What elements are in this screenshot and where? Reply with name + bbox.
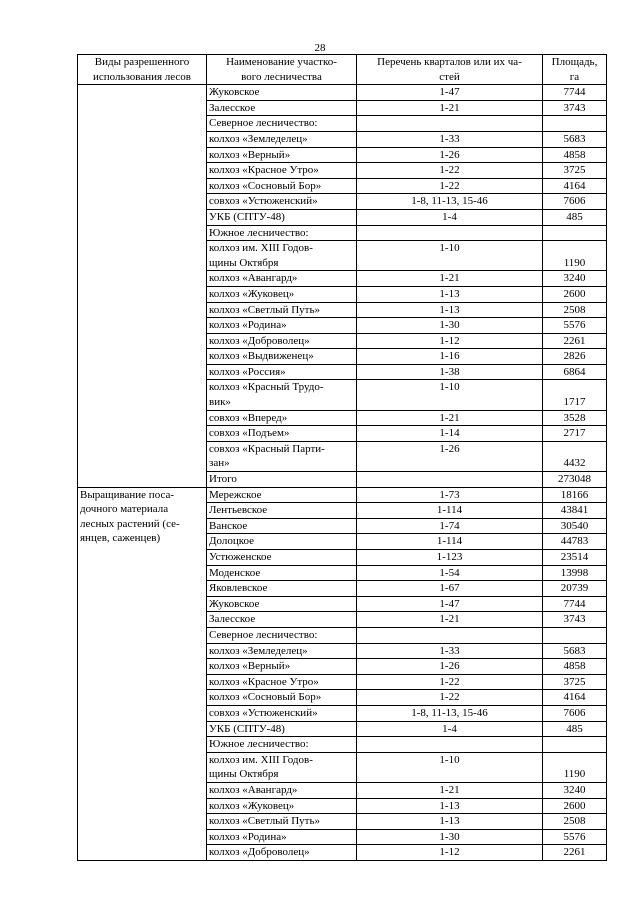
quarters-cell: 1-21	[357, 271, 543, 287]
forestry-name: Моденское	[209, 566, 261, 579]
forestry-name-cell	[207, 503, 357, 519]
area-cell: 4164	[543, 690, 607, 706]
quarters-cell: 1-47	[357, 596, 543, 612]
forestry-name-cell	[207, 798, 357, 814]
forestry-name-cell	[207, 845, 357, 861]
forestry-name-cell	[207, 659, 357, 675]
forestry-name: колхоз им. XIII Годов-	[209, 753, 313, 766]
area-cell: 3743	[543, 612, 607, 628]
area-cell: 7606	[543, 194, 607, 210]
forestry-name: Северное лесничество:	[209, 117, 318, 130]
area-cell: 1190	[543, 752, 607, 782]
quarters-cell	[357, 737, 543, 753]
forestry-name-cell	[207, 627, 357, 643]
forestry-name-cell	[207, 349, 357, 365]
area-cell: 1717	[543, 380, 607, 410]
forestry-name-cell	[207, 737, 357, 753]
quarters-cell	[357, 116, 543, 132]
quarters-cell: 1-12	[357, 333, 543, 349]
forestry-name: щины Октября	[209, 768, 279, 781]
forestry-name: колхоз «Земледелец»	[209, 644, 308, 657]
table-row	[78, 85, 607, 101]
quarters-cell: 1-38	[357, 364, 543, 380]
quarters-cell: 1-114	[357, 503, 543, 519]
forestry-name-cell	[207, 116, 357, 132]
forestry-name: колхоз «Родина»	[209, 319, 287, 332]
forestry-name: УКБ (СПТУ-48)	[209, 722, 285, 735]
area-cell: 7744	[543, 596, 607, 612]
forest-use-table	[77, 54, 607, 861]
area-cell: 2826	[543, 349, 607, 365]
forestry-name: колхоз «Верный»	[209, 148, 291, 161]
forestry-name: Южное лесничество:	[209, 226, 309, 239]
quarters-cell: 1-13	[357, 302, 543, 318]
forestry-name: Жуковское	[209, 597, 260, 610]
forestry-name-cell	[207, 318, 357, 334]
forestry-name-cell	[207, 829, 357, 845]
forestry-name-cell	[207, 518, 357, 534]
quarters-cell: 1-26	[357, 147, 543, 163]
area-cell: 2508	[543, 814, 607, 830]
forestry-name: колхоз «Выдвиженец»	[209, 350, 314, 363]
area-cell: 30540	[543, 518, 607, 534]
forestry-name: колхоз «Жуковец»	[209, 287, 295, 300]
quarters-cell: 1-10	[357, 752, 543, 782]
forestry-name: Южное лесничество:	[209, 738, 309, 751]
quarters-cell	[357, 225, 543, 241]
use-type-line: дочного материала	[80, 503, 169, 516]
header-quarters-line: Перечень кварталов или их ча-	[377, 56, 522, 68]
quarters-cell: 1-10	[357, 241, 543, 271]
header-quarters	[357, 55, 543, 85]
quarters-cell: 1-14	[357, 426, 543, 442]
forestry-name: колхоз «Сосновый Бор»	[209, 179, 322, 192]
area-cell: 5683	[543, 131, 607, 147]
area-cell	[543, 225, 607, 241]
forestry-name-cell	[207, 472, 357, 488]
header-use-type	[78, 55, 207, 85]
area-cell: 7606	[543, 705, 607, 721]
forestry-name: Северное лесничество:	[209, 628, 318, 641]
header-area-line: Площадь,	[551, 56, 598, 68]
quarters-cell: 1-8, 11-13, 15-46	[357, 705, 543, 721]
page-number: 28	[314, 42, 326, 54]
quarters-cell: 1-26	[357, 441, 543, 471]
quarters-cell: 1-22	[357, 674, 543, 690]
quarters-cell: 1-47	[357, 85, 543, 101]
area-cell: 3743	[543, 100, 607, 116]
quarters-cell: 1-13	[357, 814, 543, 830]
quarters-cell	[357, 627, 543, 643]
quarters-cell: 1-13	[357, 286, 543, 302]
area-cell: 2261	[543, 845, 607, 861]
quarters-cell: 1-74	[357, 518, 543, 534]
area-cell: 2261	[543, 333, 607, 349]
area-cell: 6864	[543, 364, 607, 380]
forestry-name-cell	[207, 131, 357, 147]
forestry-name: совхоз «Устюженский»	[209, 195, 318, 208]
forestry-name-cell	[207, 565, 357, 581]
forestry-name-cell	[207, 147, 357, 163]
forestry-name-cell	[207, 178, 357, 194]
quarters-cell: 1-33	[357, 131, 543, 147]
forestry-name-cell	[207, 705, 357, 721]
forestry-name-cell	[207, 534, 357, 550]
forestry-name-cell	[207, 364, 357, 380]
forestry-name: колхоз «Красное Утро»	[209, 675, 319, 688]
forestry-name: совхоз «Вперед»	[209, 411, 288, 424]
area-cell: 273048	[543, 472, 607, 488]
header-forestry-name-line: Наименование участко-	[226, 56, 337, 68]
forestry-name-cell	[207, 286, 357, 302]
area-cell: 5683	[543, 643, 607, 659]
area-cell: 2600	[543, 798, 607, 814]
quarters-cell: 1-54	[357, 565, 543, 581]
header-row	[78, 55, 607, 85]
forestry-name: Жуковское	[209, 86, 260, 99]
area-cell: 4858	[543, 659, 607, 675]
forestry-name: совхоз «Подъем»	[209, 427, 290, 440]
forestry-name: колхоз «Авангард»	[209, 272, 298, 285]
forestry-name: колхоз «Доброволец»	[209, 846, 310, 859]
quarters-cell: 1-73	[357, 487, 543, 503]
forestry-name: колхоз «Сосновый Бор»	[209, 691, 322, 704]
area-cell: 1190	[543, 241, 607, 271]
forestry-name-cell	[207, 721, 357, 737]
quarters-cell: 1-21	[357, 782, 543, 798]
forestry-name: Яковлевское	[209, 582, 268, 595]
quarters-cell: 1-13	[357, 798, 543, 814]
area-cell: 13998	[543, 565, 607, 581]
quarters-cell: 1-16	[357, 349, 543, 365]
quarters-cell: 1-33	[357, 643, 543, 659]
quarters-cell: 1-4	[357, 721, 543, 737]
quarters-cell: 1-8, 11-13, 15-46	[357, 194, 543, 210]
header-use-type-line: использования лесов	[92, 70, 192, 83]
forestry-name: УКБ (СПТУ-48)	[209, 210, 285, 223]
forestry-name-cell	[207, 410, 357, 426]
forestry-name: колхоз «Красный Трудо-	[209, 381, 324, 394]
area-cell: 3240	[543, 271, 607, 287]
forestry-name-cell	[207, 612, 357, 628]
area-cell: 4432	[543, 441, 607, 471]
forestry-name: Ванское	[209, 519, 248, 532]
forestry-name-cell	[207, 194, 357, 210]
forestry-name: Долоцкое	[209, 535, 255, 548]
area-cell: 2600	[543, 286, 607, 302]
area-cell: 4858	[543, 147, 607, 163]
table-body	[78, 85, 607, 861]
area-cell: 5576	[543, 829, 607, 845]
forestry-name: зан»	[209, 457, 230, 470]
forestry-name-cell	[207, 209, 357, 225]
forestry-name: колхоз «Доброволец»	[209, 334, 310, 347]
use-type-line: янцев, саженцев)	[80, 532, 161, 545]
forestry-name-cell	[207, 441, 357, 471]
forestry-name: Залесское	[209, 613, 256, 626]
header-quarters-line: стей	[439, 70, 460, 83]
quarters-cell: 1-114	[357, 534, 543, 550]
area-cell: 3240	[543, 782, 607, 798]
forestry-name-cell	[207, 241, 357, 271]
area-cell	[543, 627, 607, 643]
forestry-name-cell	[207, 581, 357, 597]
forestry-name: совхоз «Красный Парти-	[209, 442, 325, 455]
area-cell: 485	[543, 209, 607, 225]
forestry-name: колхоз «Жуковец»	[209, 799, 295, 812]
header-forestry-name	[207, 55, 357, 85]
area-cell: 3725	[543, 674, 607, 690]
quarters-cell: 1-21	[357, 410, 543, 426]
forestry-name: колхоз «Светлый Путь»	[209, 815, 320, 828]
forestry-name-cell	[207, 752, 357, 782]
quarters-cell: 1-10	[357, 380, 543, 410]
forestry-name-cell	[207, 643, 357, 659]
forestry-name: колхоз «Светлый Путь»	[209, 303, 320, 316]
forestry-name: колхоз «Россия»	[209, 365, 286, 378]
forestry-name: колхоз «Красное Утро»	[209, 164, 319, 177]
forestry-name-cell	[207, 225, 357, 241]
forestry-name-cell	[207, 163, 357, 179]
quarters-cell: 1-21	[357, 100, 543, 116]
forestry-name-cell	[207, 333, 357, 349]
area-cell: 5576	[543, 318, 607, 334]
forestry-name-cell	[207, 302, 357, 318]
forestry-name: Итого	[209, 473, 237, 486]
area-cell: 44783	[543, 534, 607, 550]
header-area-line: га	[569, 70, 580, 83]
forestry-name-cell	[207, 550, 357, 566]
forestry-name: Лентьевское	[209, 504, 268, 517]
forestry-name-cell	[207, 487, 357, 503]
quarters-cell: 1-22	[357, 163, 543, 179]
forestry-name-cell	[207, 690, 357, 706]
area-cell: 20739	[543, 581, 607, 597]
area-cell	[543, 737, 607, 753]
forestry-name: щины Октября	[209, 256, 279, 269]
forestry-name: Устюженское	[209, 551, 272, 563]
forestry-name: колхоз «Верный»	[209, 660, 291, 673]
forestry-name-cell	[207, 380, 357, 410]
forestry-name-cell	[207, 596, 357, 612]
quarters-cell: 1-30	[357, 829, 543, 845]
header-forestry-name-line: вого лесничества	[241, 70, 322, 83]
quarters-cell: 1-123	[357, 550, 543, 566]
forestry-name: колхоз им. XIII Годов-	[209, 242, 313, 255]
forestry-name: Мережское	[209, 488, 262, 501]
header-area	[543, 55, 607, 85]
area-cell: 3725	[543, 163, 607, 179]
quarters-cell: 1-22	[357, 690, 543, 706]
forestry-name-cell	[207, 100, 357, 116]
area-cell: 7744	[543, 85, 607, 101]
forestry-name: колхоз «Земледелец»	[209, 132, 308, 145]
header-use-type-line: Виды разрешенного	[94, 56, 190, 68]
quarters-cell: 1-21	[357, 612, 543, 628]
forestry-name: Залесское	[209, 101, 256, 114]
forestry-name-cell	[207, 271, 357, 287]
forestry-name: совхоз «Устюженский»	[209, 706, 318, 719]
area-cell: 3528	[543, 410, 607, 426]
forestry-name-cell	[207, 674, 357, 690]
use-type-cell	[78, 85, 207, 487]
quarters-cell: 1-67	[357, 581, 543, 597]
area-cell: 2717	[543, 426, 607, 442]
quarters-cell: 1-4	[357, 209, 543, 225]
area-cell: 18166	[543, 487, 607, 503]
forestry-name: вик»	[209, 396, 231, 409]
forestry-name: колхоз «Авангард»	[209, 783, 298, 796]
area-cell: 2508	[543, 302, 607, 318]
area-cell: 4164	[543, 178, 607, 194]
quarters-cell	[357, 472, 543, 488]
quarters-cell: 1-26	[357, 659, 543, 675]
area-cell: 23514	[543, 550, 607, 566]
forestry-name-cell	[207, 814, 357, 830]
forestry-name-cell	[207, 782, 357, 798]
forestry-name: колхоз «Родина»	[209, 830, 287, 843]
table-row	[78, 487, 607, 503]
quarters-cell: 1-22	[357, 178, 543, 194]
quarters-cell: 1-30	[357, 318, 543, 334]
area-cell: 485	[543, 721, 607, 737]
use-type-cell	[78, 487, 207, 860]
use-type-line: лесных растений (се-	[80, 517, 180, 530]
quarters-cell: 1-12	[357, 845, 543, 861]
use-type-line: Выращивание поса-	[80, 488, 175, 501]
area-cell: 43841	[543, 503, 607, 519]
table-header	[78, 55, 607, 85]
forestry-name-cell	[207, 85, 357, 101]
forestry-name-cell	[207, 426, 357, 442]
area-cell	[543, 116, 607, 132]
